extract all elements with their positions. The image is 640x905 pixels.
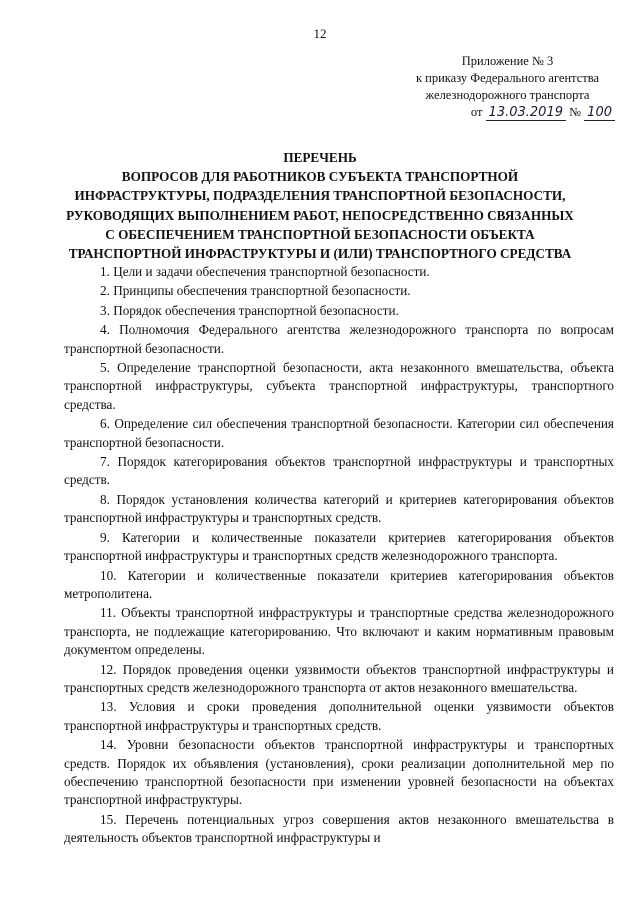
title-line-6: ТРАНСПОРТНОЙ ИНФРАСТРУКТУРЫ И (ИЛИ) ТРАНСПОРТНОГО СРЕДСТВА [68, 246, 572, 262]
appendix-line-1: Приложение № 3 [461, 54, 554, 68]
questions-list [64, 263, 614, 849]
question-item: 12. Порядок проведения оценки уязвимости объектов транспортной инфраструктуры и транспортных средств железнодорожного транспорта от актов незаконного вмешательства. [64, 661, 614, 695]
appendix-line-2: к приказу Федерального агентства [415, 71, 600, 85]
title-line-5: С ОБЕСПЕЧЕНИЕМ ТРАНСПОРТНОЙ БЕЗОПАСНОСТИ ОБЪЕКТА [105, 226, 535, 242]
title-line-4: РУКОВОДЯЩИХ ВЫПОЛНЕНИЕМ РАБОТ, НЕПОСРЕДСТВЕННО СВЯЗАННЫХ [66, 207, 574, 223]
question-item: 10. Категории и количественные показатели критериев категорирования объектов метрополитена. [64, 567, 614, 601]
question-item: 14. Уровни безопасности объектов транспортной инфраструктуры и транспортных средств. Порядок их объявления (установления), сроки реализации дополнительной мер по обеспечению транспортной безопасности при изменении уровней безопасности на объектах транспортной инфраструктуры. [64, 737, 614, 808]
document-title [40, 148, 600, 263]
question-item: 4. Полномочия Федерального агентства железнодорожного транспорта по вопросам транспортной безопасности. [64, 322, 614, 356]
handwritten-date: 13.03.2019 [486, 105, 566, 121]
question-item: 5. Определение транспортной безопасности, акта незаконного вмешательства, объекта транспортной инфраструктуры, субъекта транспортной инфраструктуры, транспортного средства. [64, 360, 614, 412]
question-item: 2. Принципы обеспечения транспортной безопасности. [100, 283, 411, 299]
title-line-1: ПЕРЕЧЕНЬ [283, 150, 357, 165]
question-item: 6. Определение сил обеспечения транспортной безопасности. Категории сил обеспечения транспортной безопасности. [64, 416, 614, 450]
page-number: 12 [313, 26, 327, 41]
question-item: 13. Условия и сроки проведения дополнительной оценки уязвимости объектов транспортной инфраструктуры и транспортных средств. [64, 699, 614, 733]
appendix-header [400, 53, 615, 121]
question-item: 3. Порядок обеспечения транспортной безопасности. [100, 302, 399, 318]
question-item: 8. Порядок установления количества категорий и критериев категорирования объектов транспортной инфраструктуры и транспортных средств. [64, 491, 614, 526]
question-item: 1. Цели и задачи обеспечения транспортной безопасности. [100, 264, 430, 279]
question-item: 15. Перечень потенциальных угроз совершения актов незаконного вмешательства в деятельность объектов транспортной инфраструктуры и [64, 811, 614, 846]
handwritten-order-number: 100 [584, 105, 615, 121]
title-line-2: ВОПРОСОВ ДЛЯ РАБОТНИКОВ СУБЪЕКТА ТРАНСПОРТНОЙ [121, 169, 519, 185]
question-item: 7. Порядок категорирования объектов транспортной инфраструктуры и транспортных средств. [64, 454, 614, 488]
question-item: 11. Объекты транспортной инфраструктуры и транспортные средства железнодорожного транспорта, не подлежащие категорированию. Что включают и каким нормативным правовым документом определены. [64, 605, 614, 658]
appendix-date-line [400, 104, 615, 121]
question-item: 9. Категории и количественные показатели критериев категорирования объектов транспортной инфраструктуры и транспортных средств железнодорожного транспорта. [64, 529, 614, 564]
title-line-3: ИНФРАСТРУКТУРЫ, ПОДРАЗДЕЛЕНИЯ ТРАНСПОРТНОЙ БЕЗОПАСНОСТИ, [74, 188, 566, 204]
date-prefix: от [470, 105, 483, 119]
number-prefix: № [569, 105, 582, 119]
appendix-line-3: железнодорожного транспорта [425, 88, 590, 102]
